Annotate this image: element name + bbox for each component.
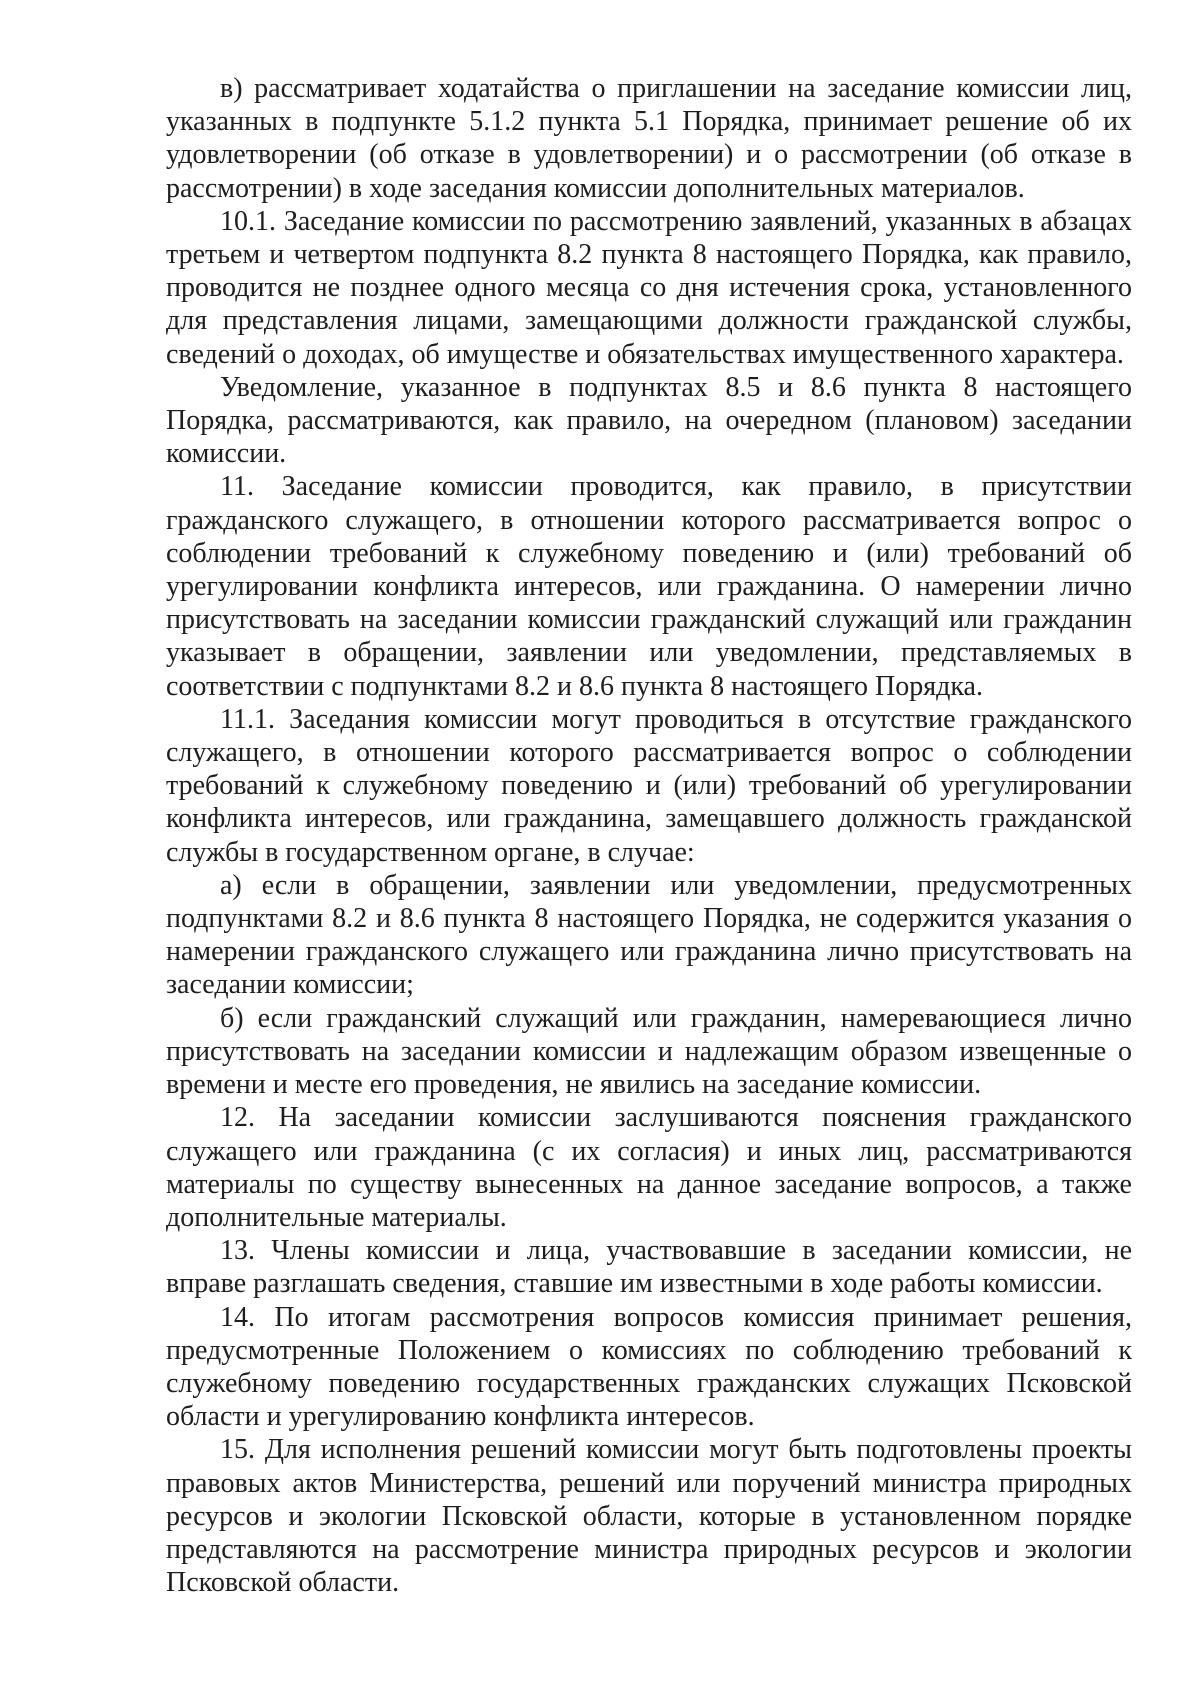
paragraph-item-b: б) если гражданский служащий или гражданин, намеревающиеся лично присутствовать на заседании комиссии и надлежащим образом извещенные о времени и месте его проведения, не явились на заседание комиссии. bbox=[166, 1002, 1132, 1101]
paragraph-notification: Уведомление, указанное в подпунктах 8.5 и 8.6 пункта 8 настоящего Порядка, рассматриваются, как правило, на очередном (плановом) заседании комиссии. bbox=[166, 371, 1132, 470]
document-page bbox=[166, 72, 1132, 1599]
paragraph-15: 15. Для исполнения решений комиссии могут быть подготовлены проекты правовых актов Министерства, решений или поручений министра природных ресурсов и экологии Псковской области, которые в установленном порядке представляются на рассмотрение министра природных ресурсов и экологии Псковской области. bbox=[166, 1434, 1132, 1599]
paragraph-14: 14. По итогам рассмотрения вопросов комиссия принимает решения, предусмотренные Положением о комиссиях по соблюдению требований к служебному поведению государственных гражданских служащих Псковской области и урегулированию конфликта интересов. bbox=[166, 1301, 1132, 1433]
paragraph-11-1: 11.1. Заседания комиссии могут проводиться в отсутствие гражданского служащего, в отношении которого рассматривается вопрос о соблюдении требований к служебному поведению и (или) требований об урегулировании конфликта интересов, или гражданина, замещавшего должность гражданской службы в государственном органе, в случае: bbox=[166, 703, 1132, 868]
paragraph-11: 11. Заседание комиссии проводится, как правило, в присутствии гражданского служащего, в отношении которого рассматривается вопрос о соблюдении требований к служебному поведению и (или) требований об урегулировании конфликта интересов, или гражданина. О намерении лично присутствовать на заседании комиссии гражданский служащий или гражданин указывает в обращении, заявлении или уведомлении, представляемых в соответствии с подпунктами 8.2 и 8.6 пункта 8 настоящего Порядка. bbox=[166, 471, 1132, 702]
paragraph-12: 12. На заседании комиссии заслушиваются пояснения гражданского служащего или гражданина (с их согласия) и иных лиц, рассматриваются материалы по существу вынесенных на данное заседание вопросов, а также дополнительные материалы. bbox=[166, 1102, 1132, 1233]
paragraph-item-v: в) рассматривает ходатайства о приглашении на заседание комиссии лиц, указанных в подпункте 5.1.2 пункта 5.1 Порядка, принимает решение об их удовлетворении (об отказе в удовлетворении) и о рассмотрении (об отказе в рассмотрении) в ходе заседания комиссии дополнительных материалов. bbox=[166, 73, 1132, 204]
paragraph-10-1: 10.1. Заседание комиссии по рассмотрению заявлений, указанных в абзацах третьем и четвертом подпункта 8.2 пункта 8 настоящего Порядка, как правило, проводится не позднее одного месяца со дня истечения срока, установленного для представления лицами, замещающими должности гражданской службы, сведений о доходах, об имуществе и обязательствах имущественного характера. bbox=[166, 205, 1132, 370]
paragraph-13: 13. Члены комиссии и лица, участвовавшие в заседании комиссии, не вправе разглашать сведения, ставшие им известными в ходе работы комиссии. bbox=[166, 1235, 1132, 1300]
paragraph-item-a: а) если в обращении, заявлении или уведомлении, предусмотренных подпунктами 8.2 и 8.6 пункта 8 настоящего Порядка, не содержится указания о намерении гражданского служащего или гражданина лично присутствовать на заседании комиссии; bbox=[166, 869, 1132, 1001]
